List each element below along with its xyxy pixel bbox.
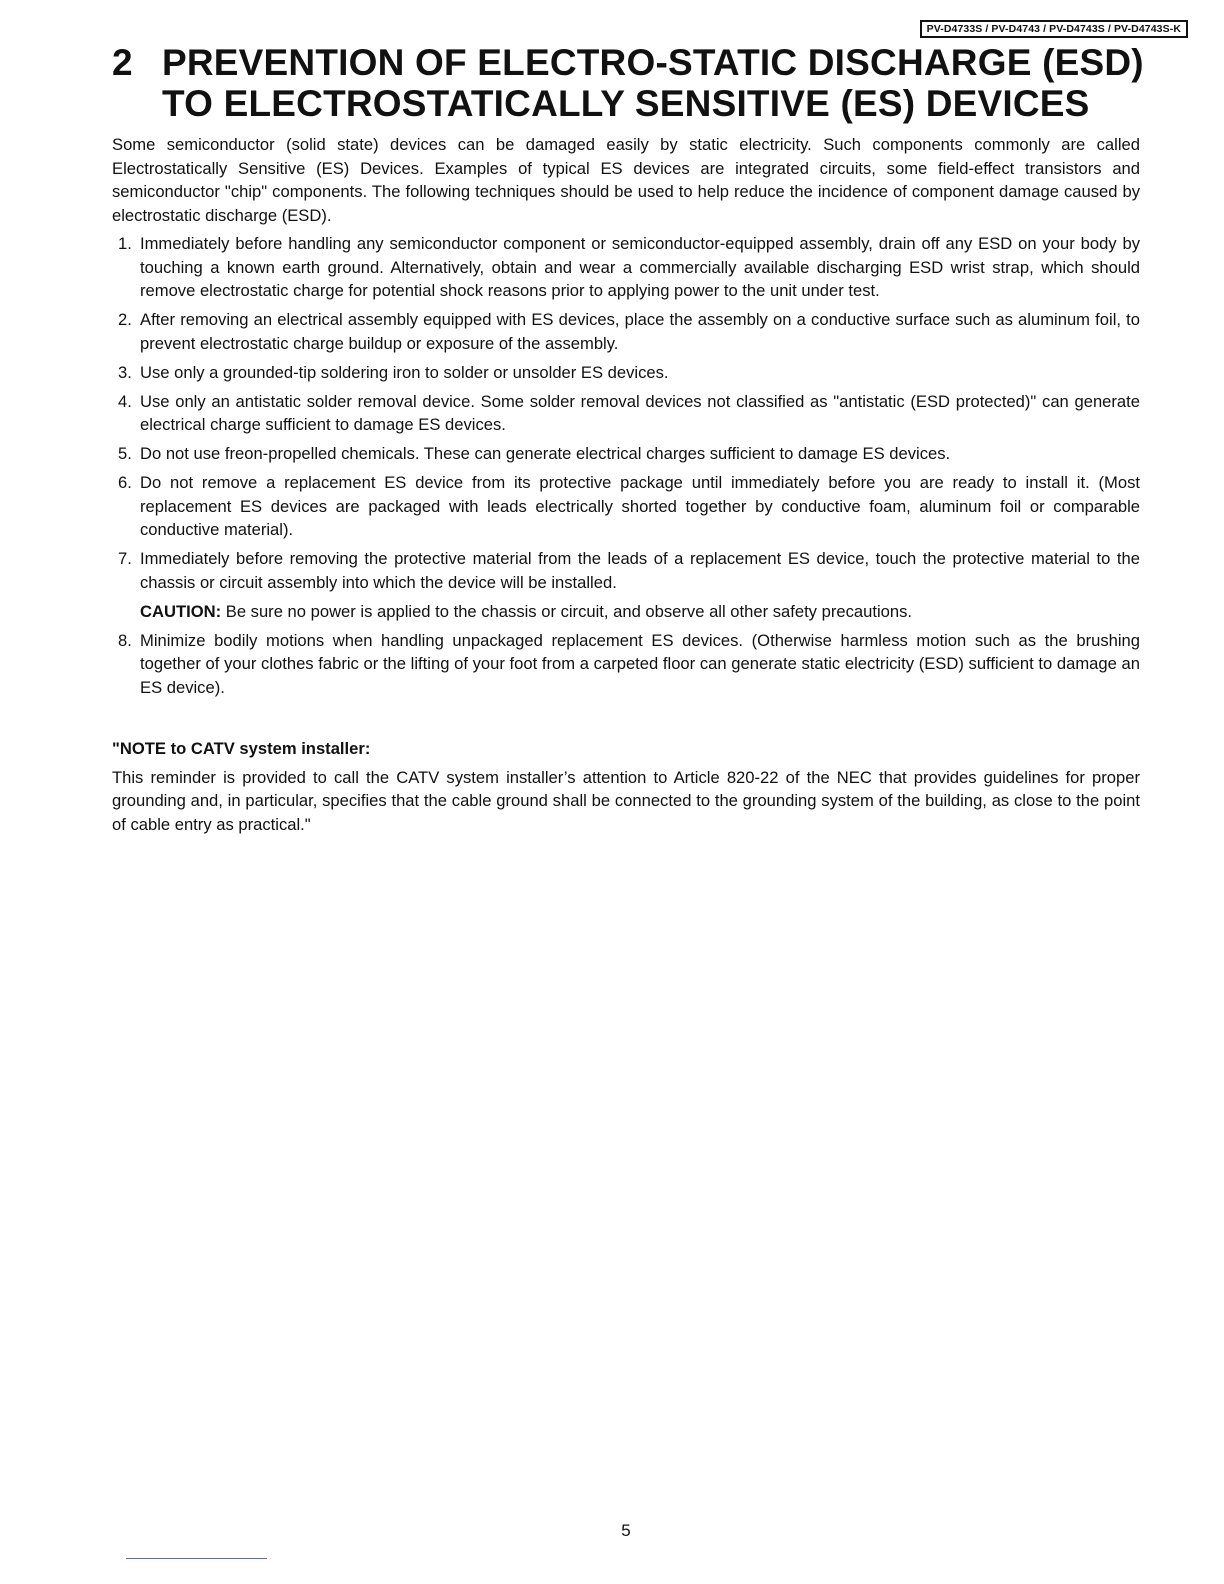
section-title-text: PREVENTION OF ELECTRO-STATIC DISCHARGE (ESD) TO ELECTROSTATICALLY SENSITIVE (ES) DEVICES [162,42,1144,124]
esd-steps-list-continued [112,629,1140,700]
caution-text: Be sure no power is applied to the chassis or circuit, and observe all other safety precautions. [225,601,912,621]
intro-paragraph: Some semiconductor (solid state) devices can be damaged easily by static electricity. Such components commonly are called Electrostatically Sensitive (ES) Devices. Examples of typical ES devices are integrated circuits, some field-effect transistors and semiconductor "chip" components. The following techniques should be used to help reduce the incidence of component damage caused by electrostatic discharge (ESD). [112,135,1140,225]
catv-note-text: This reminder is provided to call the CATV system installer’s attention to Article 820-22 of the NEC that provides guidelines for proper grounding and, in particular, specifies that the cable ground shall be connected to the grounding system of the building, as close to the point of cable entry as practical." [112,767,1140,834]
section-title [112,42,1152,124]
list-item-text: Do not remove a replacement ES device from its protective package until immediately before you are ready to install it. (Most replacement ES devices are packaged with leads electrically shorted together by conductive foam, aluminum foil or comparable conductive material). [140,473,1140,539]
page-number: 5 [621,1521,631,1540]
list-item-text: Immediately before handling any semiconductor component or semiconductor-equipped assembly, drain off any ESD on your body by touching a known earth ground. Alternatively, obtain and wear a commercially available discharging ESD wrist strap, which should remove electrostatic charge for potential shock reasons prior to applying power to the unit under test. [140,234,1140,300]
list-item-number: 1. [118,234,132,253]
list-item [112,361,1140,385]
esd-steps-list [112,232,1140,594]
section-number: 2 [112,42,133,83]
list-item [112,471,1140,542]
model-numbers-box: PV-D4733S / PV-D4743 / PV-D4743S / PV-D4743S-K [920,20,1188,38]
list-item [112,308,1140,355]
document-body [112,133,1140,836]
catv-note-heading: "NOTE to CATV system installer: [112,739,371,758]
footer-divider [126,1558,267,1559]
list-item-text: Use only an antistatic solder removal device. Some solder removal devices not classified as "antistatic (ESD protected)" can generate electrical charge sufficient to damage ES devices. [140,391,1140,434]
list-item-text: Use only a grounded-tip soldering iron to solder or unsolder ES devices. [140,362,669,382]
list-item-text: Minimize bodily motions when handling unpackaged replacement ES devices. (Otherwise harmless motion such as the brushing together of your clothes fabric or the lifting of your foot from a carpeted floor can generate static electricity (ESD) sufficient to damage an ES device). [140,630,1140,697]
list-item [112,442,1140,466]
caution-note [112,600,1140,624]
list-item-text: Immediately before removing the protective material from the leads of a replacement ES device, touch the protective material to the chassis or circuit assembly into which the device will be installed. [140,549,1140,592]
list-item [112,232,1140,303]
list-item-text: Do not use freon-propelled chemicals. These can generate electrical charges sufficient to damage ES devices. [140,444,951,463]
list-item [112,629,1140,700]
list-item [112,547,1140,594]
list-item-text: After removing an electrical assembly equipped with ES devices, place the assembly on a conductive surface such as aluminum foil, to prevent electrostatic charge buildup or exposure of the assembly. [140,310,1140,353]
list-item-number: 8. [118,630,132,650]
list-item [112,390,1140,437]
list-item-number: 5. [118,444,132,463]
list-item-number: 4. [118,391,132,411]
list-item-number: 2. [118,310,132,329]
list-item-number: 6. [118,473,132,492]
list-item-number: 3. [118,362,132,382]
caution-label: CAUTION: [140,601,222,621]
list-item-number: 7. [118,549,132,568]
